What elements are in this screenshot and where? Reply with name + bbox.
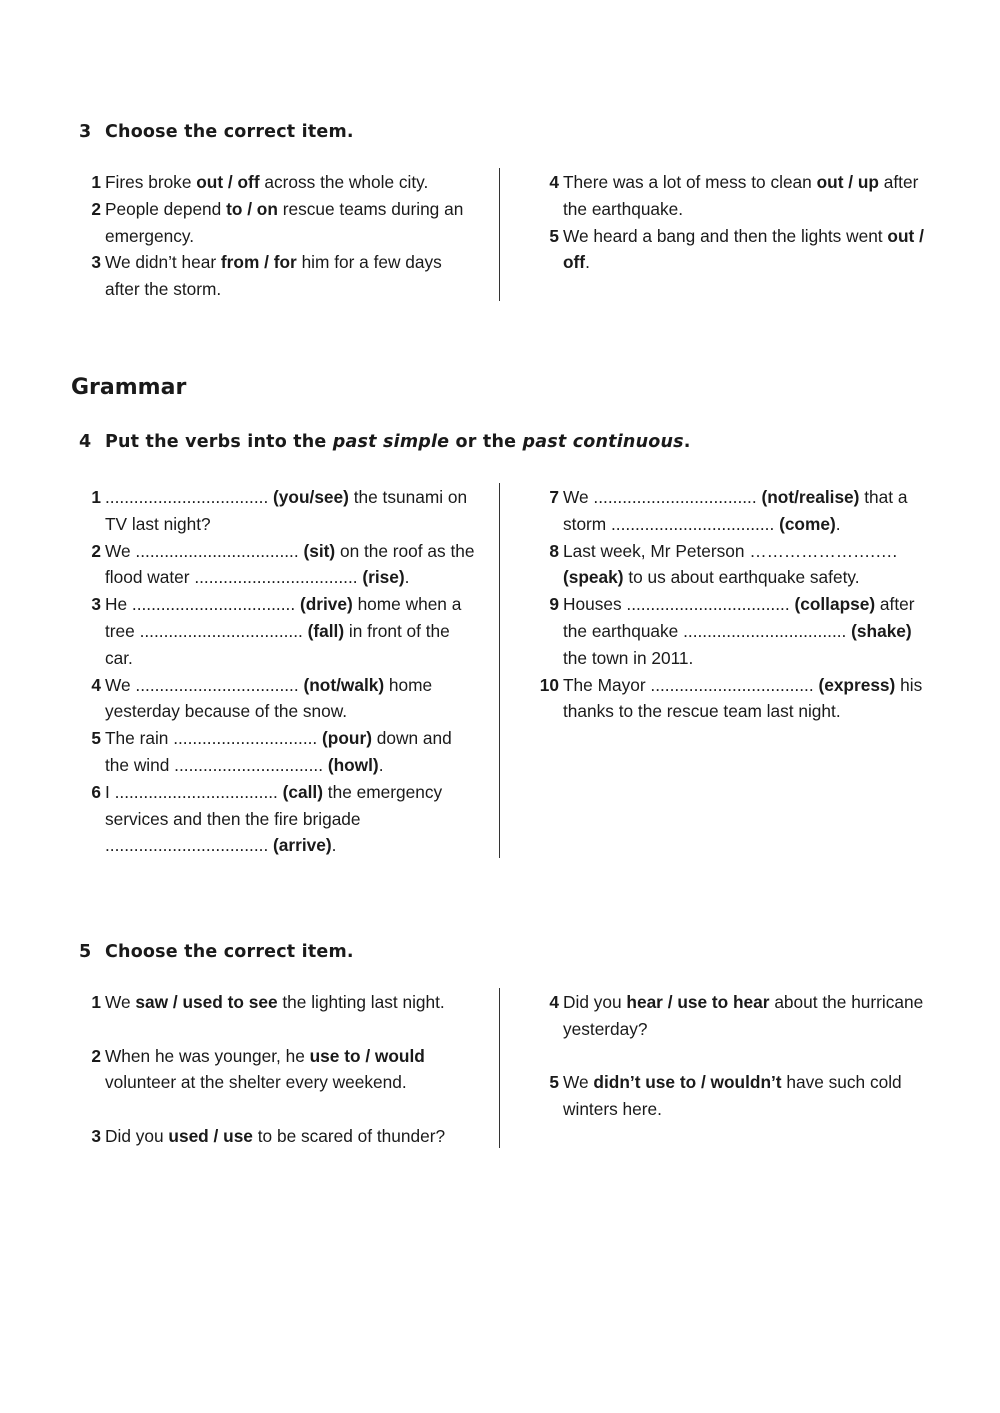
exercise-item xyxy=(79,196,479,250)
item-answer-options: (arrive) xyxy=(273,835,332,856)
exercise-number: 5 xyxy=(79,942,92,962)
exercise-item xyxy=(537,484,927,538)
exercise-number: 4 xyxy=(79,432,92,452)
exercise-item xyxy=(537,1069,937,1123)
item-text: There was a lot of mess to clean xyxy=(563,172,817,192)
exercise-instruction: Choose the correct item. xyxy=(105,122,354,142)
exercise-number: 3 xyxy=(79,122,92,142)
exercise-item xyxy=(79,591,479,671)
item-text: When he was younger, he xyxy=(105,1045,310,1066)
exercise-item xyxy=(537,591,927,671)
item-number: 2 xyxy=(91,540,101,561)
item-number: 5 xyxy=(549,225,559,246)
item-answer-options: hear / use to hear xyxy=(626,992,770,1012)
item-answer-options: use to / would xyxy=(309,1045,425,1066)
exercise-item xyxy=(79,484,479,538)
item-text: People depend xyxy=(105,198,227,219)
item-answer-options: didn’t use to / wouldn’t xyxy=(593,1072,782,1093)
item-number: 4 xyxy=(549,992,559,1012)
item-answer-options: (call) xyxy=(282,781,323,802)
item-text: I .................................. xyxy=(105,781,283,802)
item-answer-options: from / for xyxy=(220,252,297,273)
exercise-item xyxy=(537,672,927,726)
item-text: him for a few days after the storm. xyxy=(105,252,442,300)
exercise-item xyxy=(79,725,479,779)
item-answer-options: used / use xyxy=(168,1125,253,1146)
item-answer-options: (shake) xyxy=(851,620,912,641)
exercise-4-title xyxy=(79,432,691,452)
item-answer-options: (express) xyxy=(818,674,896,695)
item-text: Did you xyxy=(105,1125,169,1146)
exercise-5-title xyxy=(79,942,354,962)
item-text: his thanks to the rescue team last night. xyxy=(563,674,923,722)
item-answer-options: (sit) xyxy=(303,540,336,561)
exercise-5-right-column xyxy=(537,989,937,1123)
exercise-instruction: Choose the correct item. xyxy=(105,942,354,962)
item-text: in front of the car. xyxy=(105,620,450,668)
item-answer-options: out / off xyxy=(563,225,924,273)
item-number: 2 xyxy=(91,1045,101,1066)
exercise-item xyxy=(79,989,479,1016)
item-spacer xyxy=(79,1096,479,1123)
item-text: to us about earthquake safety. xyxy=(623,567,860,588)
item-text: that a storm .................................. xyxy=(563,487,908,534)
exercise-5-left-column xyxy=(79,989,479,1150)
item-text: home yesterday because of the snow. xyxy=(105,674,433,722)
item-text: We xyxy=(563,1072,594,1093)
item-text: . xyxy=(378,754,384,775)
item-number: 3 xyxy=(91,1125,101,1146)
item-spacer xyxy=(79,1016,479,1043)
item-spacer xyxy=(537,1043,937,1070)
item-answer-options: out / up xyxy=(816,172,879,192)
exercise-item xyxy=(79,169,479,196)
item-text: . xyxy=(835,513,841,534)
item-number: 4 xyxy=(91,674,101,695)
exercise-4-left-column xyxy=(79,484,479,859)
item-text: about the hurricane yesterday? xyxy=(563,992,924,1039)
item-number: 6 xyxy=(91,781,101,802)
item-answer-options: (come) xyxy=(779,513,836,534)
item-answer-options: (fall) xyxy=(307,620,345,641)
item-text: volunteer at the shelter every weekend. xyxy=(105,1072,407,1093)
column-divider xyxy=(499,483,500,858)
item-answer-options: to / on xyxy=(226,198,278,219)
exercise-item xyxy=(537,989,937,1043)
exercise-3-title xyxy=(79,122,354,142)
item-text: We .................................. xyxy=(105,540,304,561)
item-number: 1 xyxy=(91,992,101,1012)
title-part: . xyxy=(683,432,691,452)
item-text: after the earthquake .................................. xyxy=(563,594,915,641)
item-number: 2 xyxy=(91,198,101,219)
item-text: the emergency services and then the fire brigade .................................. xyxy=(105,781,443,856)
item-text: Did you xyxy=(563,992,627,1012)
item-answer-options: (you/see) xyxy=(273,487,349,507)
item-text: to be scared of thunder? xyxy=(252,1125,446,1146)
exercise-3-left-column xyxy=(79,169,479,303)
item-text: We didn’t hear xyxy=(105,252,221,273)
exercise-item xyxy=(79,1043,479,1097)
exercise-item xyxy=(79,249,479,303)
item-number: 3 xyxy=(91,594,101,615)
item-number: 5 xyxy=(91,728,101,749)
item-number: 4 xyxy=(549,172,559,192)
item-answer-options: saw / used to see xyxy=(135,992,278,1012)
section-heading-grammar: Grammar xyxy=(71,375,187,400)
column-divider xyxy=(499,168,500,301)
exercise-item xyxy=(537,223,937,277)
title-part: Put the verbs into the xyxy=(105,432,333,452)
item-answer-options: (not/realise) xyxy=(761,487,860,507)
column-divider xyxy=(499,988,500,1148)
item-text: rescue teams during an emergency. xyxy=(105,198,464,246)
item-text: the tsunami on TV last night? xyxy=(105,487,468,534)
exercise-4-right-column xyxy=(537,484,927,725)
exercise-item xyxy=(79,672,479,726)
item-answer-options: (collapse) xyxy=(794,594,876,615)
item-answer-options: (speak) xyxy=(563,567,624,588)
item-text: We heard a bang and then the lights went xyxy=(563,225,888,246)
item-answer-options: (howl) xyxy=(327,754,379,775)
exercise-item xyxy=(79,1123,479,1150)
item-number: 7 xyxy=(549,487,559,507)
title-emphasis: past simple xyxy=(332,432,450,452)
item-number: 8 xyxy=(549,540,559,561)
item-number: 1 xyxy=(91,487,101,507)
exercise-item xyxy=(537,169,937,223)
item-number: 10 xyxy=(539,674,559,695)
item-text: .................................. xyxy=(105,487,274,507)
item-answer-options: (drive) xyxy=(299,594,353,615)
item-answer-options: (pour) xyxy=(322,728,372,749)
item-text: across the whole city. xyxy=(259,172,429,192)
item-number: 3 xyxy=(91,252,101,273)
item-text: We xyxy=(105,992,136,1012)
item-number: 9 xyxy=(549,594,559,615)
item-text: the town in 2011. xyxy=(563,647,694,668)
item-answer-options: (not/walk) xyxy=(303,674,385,695)
item-text: . xyxy=(585,252,590,273)
item-text: after the earthquake. xyxy=(563,172,919,219)
item-answer-options: out / off xyxy=(196,172,260,192)
item-text: He .................................. xyxy=(105,594,300,615)
item-text: Fires broke xyxy=(105,172,197,192)
item-text: home when a tree .................................. xyxy=(105,594,462,641)
item-text: The Mayor .................................. xyxy=(563,674,819,695)
title-emphasis: past continuous xyxy=(522,432,684,452)
item-text: down and the wind ............................... xyxy=(105,728,452,775)
exercise-item xyxy=(537,538,927,592)
item-number: 5 xyxy=(549,1072,559,1093)
item-text: We .................................. xyxy=(105,674,304,695)
item-text: . xyxy=(404,567,410,588)
item-text: Houses .................................. xyxy=(563,594,795,615)
title-part: or the xyxy=(449,432,523,452)
item-number: 1 xyxy=(91,172,101,192)
exercise-item xyxy=(79,538,479,592)
item-text: Last week, Mr Peterson ………………….…. xyxy=(563,540,898,561)
item-text: The rain .............................. xyxy=(105,728,323,749)
item-answer-options: (rise) xyxy=(362,567,405,588)
item-text: We .................................. xyxy=(563,487,762,507)
item-text: have such cold winters here. xyxy=(563,1072,902,1120)
item-text: . xyxy=(331,835,337,856)
exercise-item xyxy=(79,779,479,859)
item-text: on the roof as the flood water .................................. xyxy=(105,540,475,588)
item-text: the lighting last night. xyxy=(277,992,445,1012)
exercise-3-right-column xyxy=(537,169,937,276)
